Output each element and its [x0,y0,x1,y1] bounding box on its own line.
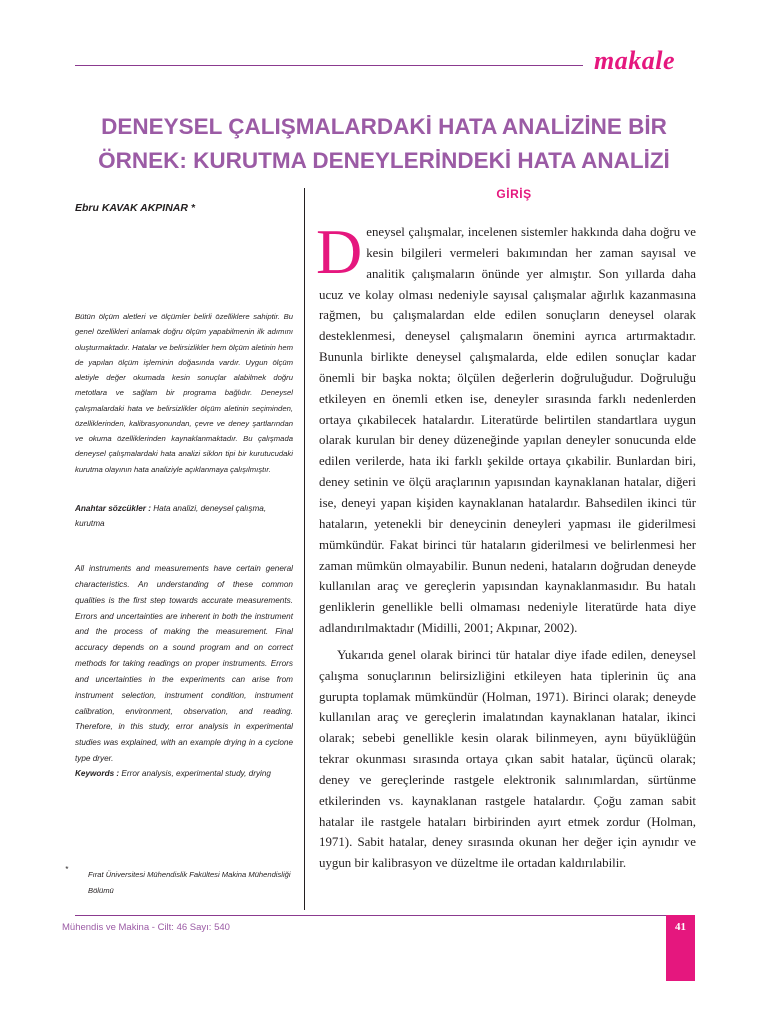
paragraph-2: Yukarıda genel olarak birinci tür hatalar diye ifade edilen, deneysel çalışma sonuçlarının belirsizliğini etkileyen hata tiplerinin üç ana gurupta toplamak mümkündür (Holman, 1971). Birinci olarak; deneyde kullanılan araç ve gereçlerin imalatından kaynaklanan hatalar, ikinci olarak; sebebi genellikle kesin olarak bilinmeyen, aynı büyüklüğün tekrar okunması sırasında ortaya çıkan sabit hatalar, üçüncü olarak; deney ve gereçlerinde rastgele elektronik salınımlardan, sürtünme etkilerinden vs. kaynaklanan rastgele hatalardır. Çoğu zaman sabit hatalar ile rastgele hataları birbirinden ayırt etmek zordur (Holman, 1971). Sabit hatalar, deney sırasında okunan her değer için aynıdır ve uygun bir kalibrasyon ve düzeltme ile ortadan kaldırılabilir. [319,647,696,871]
header-rule [75,65,583,66]
abstract-english: All instruments and measurements have certain general characteristics. An understanding of these common qualities is the first step towards accurate measurements. Errors and uncertainties are inherent in both the instrument and the process of making the measurement. Final accuracy depends on a sound program and on correct methods for taking readings on proper instruments. Errors and uncertainties in the experiments can arise from instrument selection, instrument condition, instrument calibration, environment, observation, and reading. Therefore, in this study, error analysis in experimental studies was explained, with an example drying in a cyclone type dryer. [75,564,293,764]
paragraph-1-text: eneysel çalışmalar, incelenen sistemler hakkında daha doğru ve kesin bilgileri vermeleri bakımından her zaman sayısal ve analitik çalışmaların önünde yer almıştır. Son yıllarda daha ucuz ve kolay olması nedeniyle sayısal çalışmalar ağırlık kazanmasına rağmen, bu çalışmalardan elde edilen sonuçların deneysel olarak desteklenmesi, deneysel çalışmaların önemini ayrıca artırmaktadır. Bununla birlikte deneysel çalışmalarda, elde edilen sonuçlar kadar önemli bir başka nokta; ölçülen değerlerin doğruluğudur. Doğruluğu etkileyen en önemli etken ise, deneyler sırasında farklı nedenlerden ortaya çıkabilecek hatalardır. Literatürde belirtilen standartlara uygun olarak kurulan bir deney düzeneğinde yapılan deneyler sonucunda elde edilen verilerde, hata iki farklı şekilde ortaya çıkabilir. Bunlardan biri, deney setinin ve ölçü araçlarının yapısından kaynaklanan hatalar, diğeri ise, deneyi yapan kişiden kaynaklanan hatalardır. Bahsedilen ikinci tür hataların, yetenekli bir deneycinin deneyleri yapması ile giderilmesi mümkündür. Fakat birinci tür hataların giderilmesi ve belirlenmesi her zaman mümkün olmayabilir. Bunun nedeni, hataların doğrudan deneyde kullanılan araç ve gereçlerin yapısından kaynaklanmasıdır. Bu hatalı genliklerin genellikle belli olmaması nedeniyle literatürde hata diye adlandırılmaktadır (Midilli, 2001; Akpınar, 2002). [319,225,696,636]
title-line-2: ÖRNEK: KURUTMA DENEYLERİNDEKİ HATA ANALİZİ [98,148,670,173]
drop-cap: D [316,216,363,287]
footnote-mark: * [65,865,69,874]
footer-rule [75,915,695,916]
keywords-turkish-text: Hata analizi, deneysel çalışma, kurutma [75,504,267,529]
author-footnote [65,867,293,899]
keywords-english-label: Keywords : [75,769,120,778]
body-text [316,216,696,874]
footnote-text: Fırat Üniversitesi Mühendislik Fakültesi Makina Mühendisliği Bölümü [88,870,291,895]
keywords-turkish [75,501,293,532]
title-line-1: DENEYSEL ÇALIŞMALARDAKİ HATA ANALİZİNE BİR [101,114,667,139]
keywords-turkish-label: Anahtar sözcükler : [75,504,151,513]
article-title [60,110,708,178]
paragraph-1 [316,216,696,639]
section-tag: makale [594,46,675,75]
column-divider [304,188,305,910]
page-number: 41 [675,921,686,933]
abstract-turkish: Bütün ölçüm aletleri ve ölçümler belirli özelliklere sahiptir. Bu genel özellikleri anlamak doğru ölçüm yapabilmenin ilk adımını oluşturmaktadır. Hatalar ve belirsizlikler hem ölçüm aletinin hem de yapılan ölçüm işleminin doğasında vardır. Uygun ölçüm aletiyle değer okumada kesin sonuçlar alabilmek doğru metotlara ve sağlam bir programa bağlıdır. Deneysel çalışmalardaki hata ve belirsizlikler ölçüm aletinin seçiminden, özelliklerinden, kalibrasyonundan, çevre ve deney şartlarından ve okuma özelliklerinden kaynaklanmaktadır. Bu çalışmada deneysel çalışmalardaki hata analizi siklon tipi bir kurutucudaki kurutma olayının hata analiziyle açıklanmaya çalışılmıştır. [75,312,293,474]
author: Ebru KAVAK AKPINAR * [75,202,195,214]
section-heading: GİRİŞ [496,187,532,201]
footer-journal: Mühendis ve Makina - Cilt: 46 Sayı: 540 [62,922,230,933]
keywords-english [75,766,293,781]
keywords-english-text: Error analysis, experimental study, drying [121,769,271,778]
